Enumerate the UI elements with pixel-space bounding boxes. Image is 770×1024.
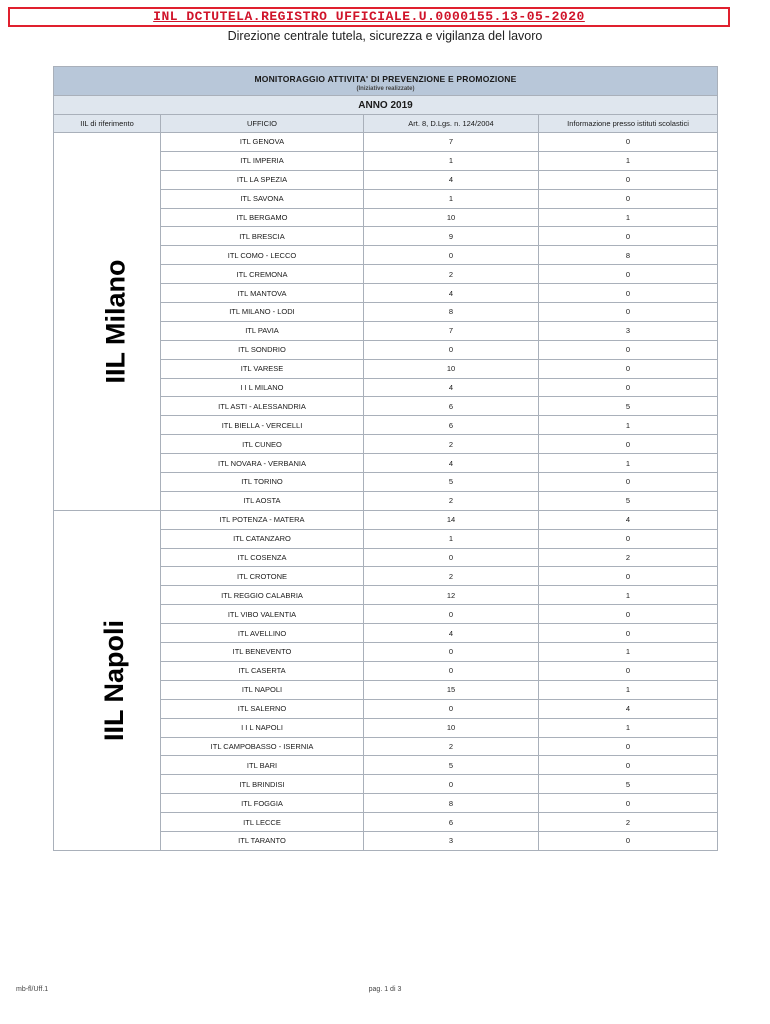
office-cell: ITL COSENZA [161, 548, 364, 567]
art8-value-cell: 4 [364, 454, 539, 473]
art8-value-cell: 4 [364, 284, 539, 303]
office-cell: ITL COMO - LECCO [161, 246, 364, 265]
school-value-cell: 0 [539, 567, 718, 586]
office-cell: ITL AOSTA [161, 491, 364, 510]
art8-value-cell: 1 [364, 151, 539, 170]
school-value-cell: 1 [539, 586, 718, 605]
art8-value-cell: 8 [364, 794, 539, 813]
school-value-cell: 8 [539, 246, 718, 265]
art8-value-cell: 12 [364, 586, 539, 605]
art8-value-cell: 6 [364, 813, 539, 832]
office-cell: ITL REGGIO CALABRIA [161, 586, 364, 605]
table-title: MONITORAGGIO ATTIVITA' DI PREVENZIONE E PROMOZIONE [254, 73, 517, 84]
office-cell: ITL AVELLINO [161, 624, 364, 643]
art8-value-cell: 1 [364, 189, 539, 208]
office-cell: ITL LECCE [161, 813, 364, 832]
office-cell: ITL ASTI - ALESSANDRIA [161, 397, 364, 416]
office-cell: ITL PAVIA [161, 321, 364, 340]
art8-value-cell: 14 [364, 510, 539, 529]
column-header-iil: IIL di riferimento [54, 115, 161, 133]
footer-page-number: pag. 1 di 3 [368, 986, 402, 993]
office-cell: ITL GENOVA [161, 133, 364, 152]
school-value-cell: 0 [539, 378, 718, 397]
school-value-cell: 0 [539, 605, 718, 624]
school-value-cell: 0 [539, 170, 718, 189]
office-cell: ITL BRINDISI [161, 775, 364, 794]
art8-value-cell: 15 [364, 680, 539, 699]
office-cell: ITL MILANO - LODI [161, 303, 364, 322]
footer-reference: mb-fl/Uff.1 [16, 986, 49, 993]
school-value-cell: 0 [539, 737, 718, 756]
school-value-cell: 4 [539, 510, 718, 529]
office-cell: ITL SALERNO [161, 699, 364, 718]
office-cell: ITL CATANZARO [161, 529, 364, 548]
art8-value-cell: 2 [364, 737, 539, 756]
column-header-school: Informazione presso istituti scolastici [539, 115, 718, 133]
iil-group-cell [54, 133, 161, 511]
office-cell: ITL CASERTA [161, 661, 364, 680]
office-cell: ITL VARESE [161, 359, 364, 378]
art8-value-cell: 6 [364, 397, 539, 416]
office-cell: ITL SAVONA [161, 189, 364, 208]
school-value-cell: 0 [539, 133, 718, 152]
school-value-cell: 0 [539, 435, 718, 454]
office-cell: ITL CAMPOBASSO - ISERNIA [161, 737, 364, 756]
office-cell: ITL MANTOVA [161, 284, 364, 303]
office-cell: ITL POTENZA - MATERA [161, 510, 364, 529]
art8-value-cell: 10 [364, 208, 539, 227]
art8-value-cell: 4 [364, 624, 539, 643]
office-cell: ITL SONDRIO [161, 340, 364, 359]
school-value-cell: 5 [539, 397, 718, 416]
office-cell: I I L MILANO [161, 378, 364, 397]
school-value-cell: 1 [539, 416, 718, 435]
iil-group-label: IIL Milano [100, 259, 131, 384]
office-cell: ITL NAPOLI [161, 680, 364, 699]
table-row [54, 133, 718, 152]
school-value-cell: 1 [539, 643, 718, 662]
department-title: Direzione centrale tutela, sicurezza e vigilanza del lavoro [227, 29, 543, 43]
art8-value-cell: 4 [364, 170, 539, 189]
table-year: ANNO 2019 [54, 96, 718, 115]
office-cell: ITL BIELLA - VERCELLI [161, 416, 364, 435]
art8-value-cell: 2 [364, 567, 539, 586]
iil-group-label: IIL Napoli [99, 619, 130, 741]
art8-value-cell: 4 [364, 378, 539, 397]
office-cell: ITL TARANTO [161, 831, 364, 850]
art8-value-cell: 10 [364, 718, 539, 737]
monitoring-table [53, 66, 718, 851]
art8-value-cell: 7 [364, 133, 539, 152]
school-value-cell: 5 [539, 491, 718, 510]
school-value-cell: 0 [539, 794, 718, 813]
school-value-cell: 0 [539, 340, 718, 359]
art8-value-cell: 0 [364, 605, 539, 624]
art8-value-cell: 9 [364, 227, 539, 246]
office-cell: ITL BARI [161, 756, 364, 775]
art8-value-cell: 3 [364, 831, 539, 850]
school-value-cell: 0 [539, 624, 718, 643]
iil-group-cell [54, 510, 161, 850]
table-subtitle: (Iniziative realizzate) [356, 85, 415, 92]
office-cell: ITL LA SPEZIA [161, 170, 364, 189]
office-cell: I I L NAPOLI [161, 718, 364, 737]
art8-value-cell: 5 [364, 756, 539, 775]
table-title-cell [54, 67, 718, 96]
column-header-art8: Art. 8, D.Lgs. n. 124/2004 [364, 115, 539, 133]
art8-value-cell: 10 [364, 359, 539, 378]
school-value-cell: 1 [539, 151, 718, 170]
office-cell: ITL CUNEO [161, 435, 364, 454]
art8-value-cell: 8 [364, 303, 539, 322]
art8-value-cell: 0 [364, 661, 539, 680]
school-value-cell: 5 [539, 775, 718, 794]
school-value-cell: 0 [539, 189, 718, 208]
school-value-cell: 1 [539, 208, 718, 227]
school-value-cell: 0 [539, 756, 718, 775]
art8-value-cell: 0 [364, 775, 539, 794]
school-value-cell: 0 [539, 303, 718, 322]
office-cell: ITL BERGAMO [161, 208, 364, 227]
office-cell: ITL CREMONA [161, 265, 364, 284]
school-value-cell: 0 [539, 473, 718, 492]
school-value-cell: 0 [539, 284, 718, 303]
office-cell: ITL BENEVENTO [161, 643, 364, 662]
art8-value-cell: 0 [364, 246, 539, 265]
school-value-cell: 1 [539, 454, 718, 473]
school-value-cell: 1 [539, 680, 718, 699]
school-value-cell: 0 [539, 359, 718, 378]
protocol-stamp: INL_DCTUTELA.REGISTRO UFFICIALE.U.0000155.13-05-2020 [8, 7, 730, 27]
office-cell: ITL TORINO [161, 473, 364, 492]
art8-value-cell: 0 [364, 699, 539, 718]
school-value-cell: 0 [539, 265, 718, 284]
art8-value-cell: 0 [364, 643, 539, 662]
table-row [54, 510, 718, 529]
art8-value-cell: 5 [364, 473, 539, 492]
art8-value-cell: 1 [364, 529, 539, 548]
office-cell: ITL NOVARA - VERBANIA [161, 454, 364, 473]
art8-value-cell: 0 [364, 340, 539, 359]
school-value-cell: 0 [539, 661, 718, 680]
art8-value-cell: 0 [364, 548, 539, 567]
column-header-office: UFFICIO [161, 115, 364, 133]
office-cell: ITL FOGGIA [161, 794, 364, 813]
office-cell: ITL IMPERIA [161, 151, 364, 170]
school-value-cell: 1 [539, 718, 718, 737]
school-value-cell: 2 [539, 548, 718, 567]
art8-value-cell: 6 [364, 416, 539, 435]
table-body [54, 133, 718, 851]
school-value-cell: 0 [539, 529, 718, 548]
school-value-cell: 3 [539, 321, 718, 340]
school-value-cell: 4 [539, 699, 718, 718]
school-value-cell: 2 [539, 813, 718, 832]
school-value-cell: 0 [539, 227, 718, 246]
office-cell: ITL VIBO VALENTIA [161, 605, 364, 624]
art8-value-cell: 2 [364, 265, 539, 284]
art8-value-cell: 7 [364, 321, 539, 340]
art8-value-cell: 2 [364, 491, 539, 510]
school-value-cell: 0 [539, 831, 718, 850]
office-cell: ITL BRESCIA [161, 227, 364, 246]
art8-value-cell: 2 [364, 435, 539, 454]
office-cell: ITL CROTONE [161, 567, 364, 586]
